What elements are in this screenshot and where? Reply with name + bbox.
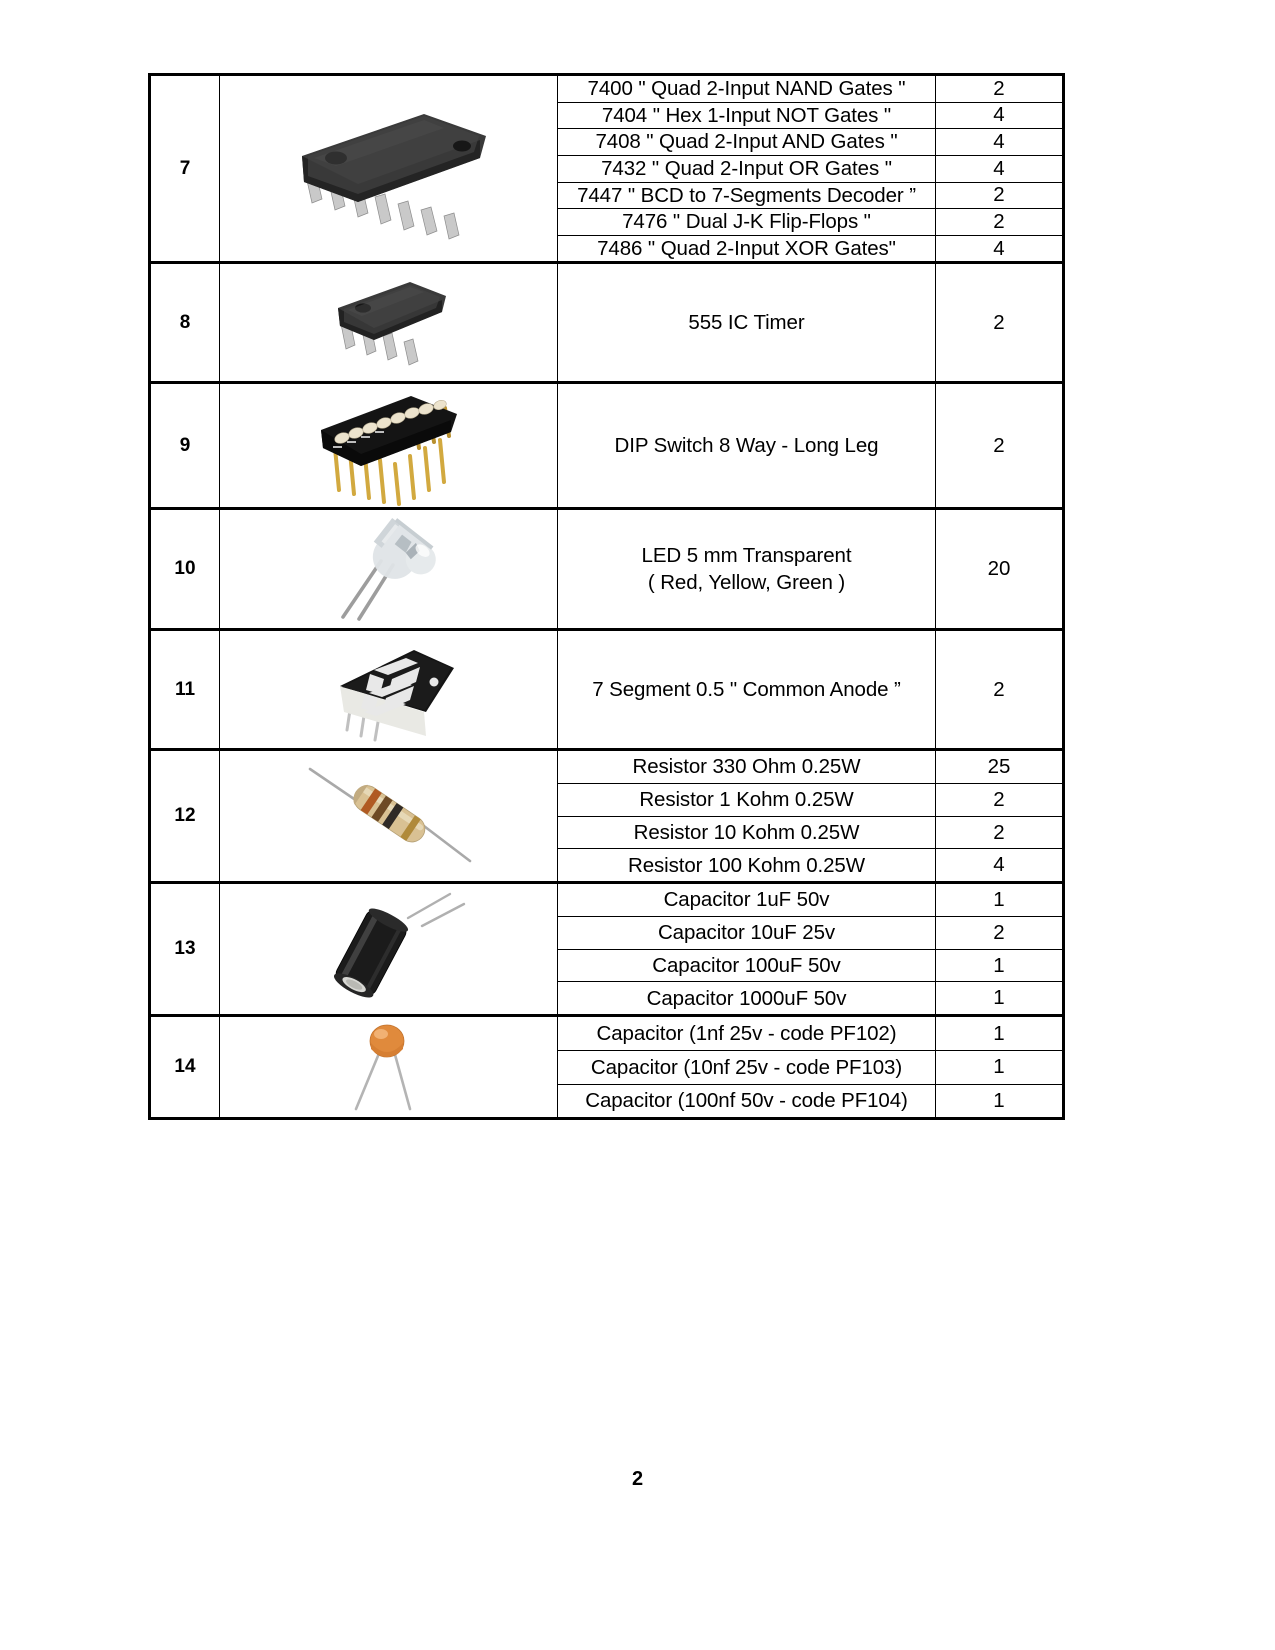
table-row	[150, 263, 1064, 383]
component-image-dip-ic-14pin	[220, 75, 558, 263]
electrolytic-capacitor-icon	[304, 884, 474, 1014]
led-5mm-icon	[319, 513, 459, 625]
row-index-11: 11	[150, 630, 220, 750]
item-description: 7 Segment 0.5 " Common Anode ”	[558, 630, 936, 750]
item-quantity: 4	[936, 235, 1064, 263]
item-quantity: 1	[936, 1051, 1064, 1084]
item-quantity: 2	[936, 209, 1064, 236]
item-quantity: 2	[936, 630, 1064, 750]
item-description: Capacitor (1nf 25v - code PF102)	[558, 1016, 936, 1051]
page-number-footer: 2	[631, 1468, 644, 1490]
table-row	[150, 883, 1064, 917]
item-quantity: 2	[936, 263, 1064, 383]
item-quantity: 2	[936, 784, 1064, 817]
seven-segment-display-icon	[314, 634, 464, 746]
item-description: Capacitor 1000uF 50v	[558, 982, 936, 1016]
item-description: 7408 " Quad 2-Input AND Gates "	[558, 129, 936, 156]
table-row	[150, 383, 1064, 509]
component-image-electrolytic-capacitor	[220, 883, 558, 1016]
item-description: 7432 " Quad 2-Input OR Gates "	[558, 155, 936, 182]
item-description: DIP Switch 8 Way - Long Leg	[558, 383, 936, 509]
row-index-8: 8	[150, 263, 220, 383]
item-quantity: 20	[936, 509, 1064, 630]
row-index-9: 9	[150, 383, 220, 509]
item-description: 555 IC Timer	[558, 263, 936, 383]
item-quantity: 1	[936, 1084, 1064, 1119]
component-image-resistor	[220, 750, 558, 883]
table-row	[150, 750, 1064, 784]
item-description: Resistor 1 Kohm 0.25W	[558, 784, 936, 817]
item-quantity: 1	[936, 982, 1064, 1016]
item-description: Capacitor 10uF 25v	[558, 917, 936, 950]
item-quantity: 25	[936, 750, 1064, 784]
ceramic-capacitor-icon	[314, 1017, 464, 1117]
item-description: 7447 " BCD to 7-Segments Decoder ”	[558, 182, 936, 209]
item-quantity: 4	[936, 155, 1064, 182]
item-description: 7486 " Quad 2-Input XOR Gates"	[558, 235, 936, 263]
row-index-10: 10	[150, 509, 220, 630]
item-description: Capacitor (10nf 25v - code PF103)	[558, 1051, 936, 1084]
item-description-line1: LED 5 mm Transparent	[641, 543, 852, 567]
item-quantity: 4	[936, 849, 1064, 883]
dip-ic-14pin-icon	[274, 94, 504, 244]
table-row	[150, 1016, 1064, 1051]
item-description: Resistor 10 Kohm 0.25W	[558, 816, 936, 849]
component-image-dip-switch-8way	[220, 383, 558, 509]
item-description: 7400 " Quad 2-Input NAND Gates "	[558, 75, 936, 103]
item-description: Capacitor 1uF 50v	[558, 883, 936, 917]
item-description	[558, 509, 936, 630]
item-quantity: 2	[936, 383, 1064, 509]
component-image-seven-segment-display	[220, 630, 558, 750]
item-description: Capacitor (100nf 50v - code PF104)	[558, 1084, 936, 1119]
component-image-ceramic-capacitor	[220, 1016, 558, 1119]
resistor-icon	[284, 751, 494, 881]
item-quantity: 1	[936, 1016, 1064, 1051]
dip-ic-8pin-icon	[314, 268, 464, 378]
item-quantity: 1	[936, 949, 1064, 982]
item-quantity: 2	[936, 75, 1064, 103]
bill-of-materials-table	[148, 73, 1065, 1120]
item-quantity: 2	[936, 182, 1064, 209]
item-description: 7404 " Hex 1-Input NOT Gates "	[558, 102, 936, 129]
item-quantity: 2	[936, 816, 1064, 849]
item-description: Resistor 330 Ohm 0.25W	[558, 750, 936, 784]
component-image-led-5mm	[220, 509, 558, 630]
row-index-12: 12	[150, 750, 220, 883]
item-quantity: 4	[936, 102, 1064, 129]
table-row	[150, 75, 1064, 103]
item-description: Capacitor 100uF 50v	[558, 949, 936, 982]
table-row	[150, 630, 1064, 750]
item-description: 7476 " Dual J-K Flip-Flops "	[558, 209, 936, 236]
item-quantity: 2	[936, 917, 1064, 950]
item-description-line2: ( Red, Yellow, Green )	[647, 571, 846, 595]
row-index-7: 7	[150, 75, 220, 263]
item-quantity: 4	[936, 129, 1064, 156]
row-index-14: 14	[150, 1016, 220, 1119]
item-quantity: 1	[936, 883, 1064, 917]
item-description: Resistor 100 Kohm 0.25W	[558, 849, 936, 883]
row-index-13: 13	[150, 883, 220, 1016]
component-image-dip-ic-8pin	[220, 263, 558, 383]
table-body	[150, 75, 1064, 1119]
dip-switch-8way-icon	[299, 386, 479, 506]
table-row	[150, 509, 1064, 630]
